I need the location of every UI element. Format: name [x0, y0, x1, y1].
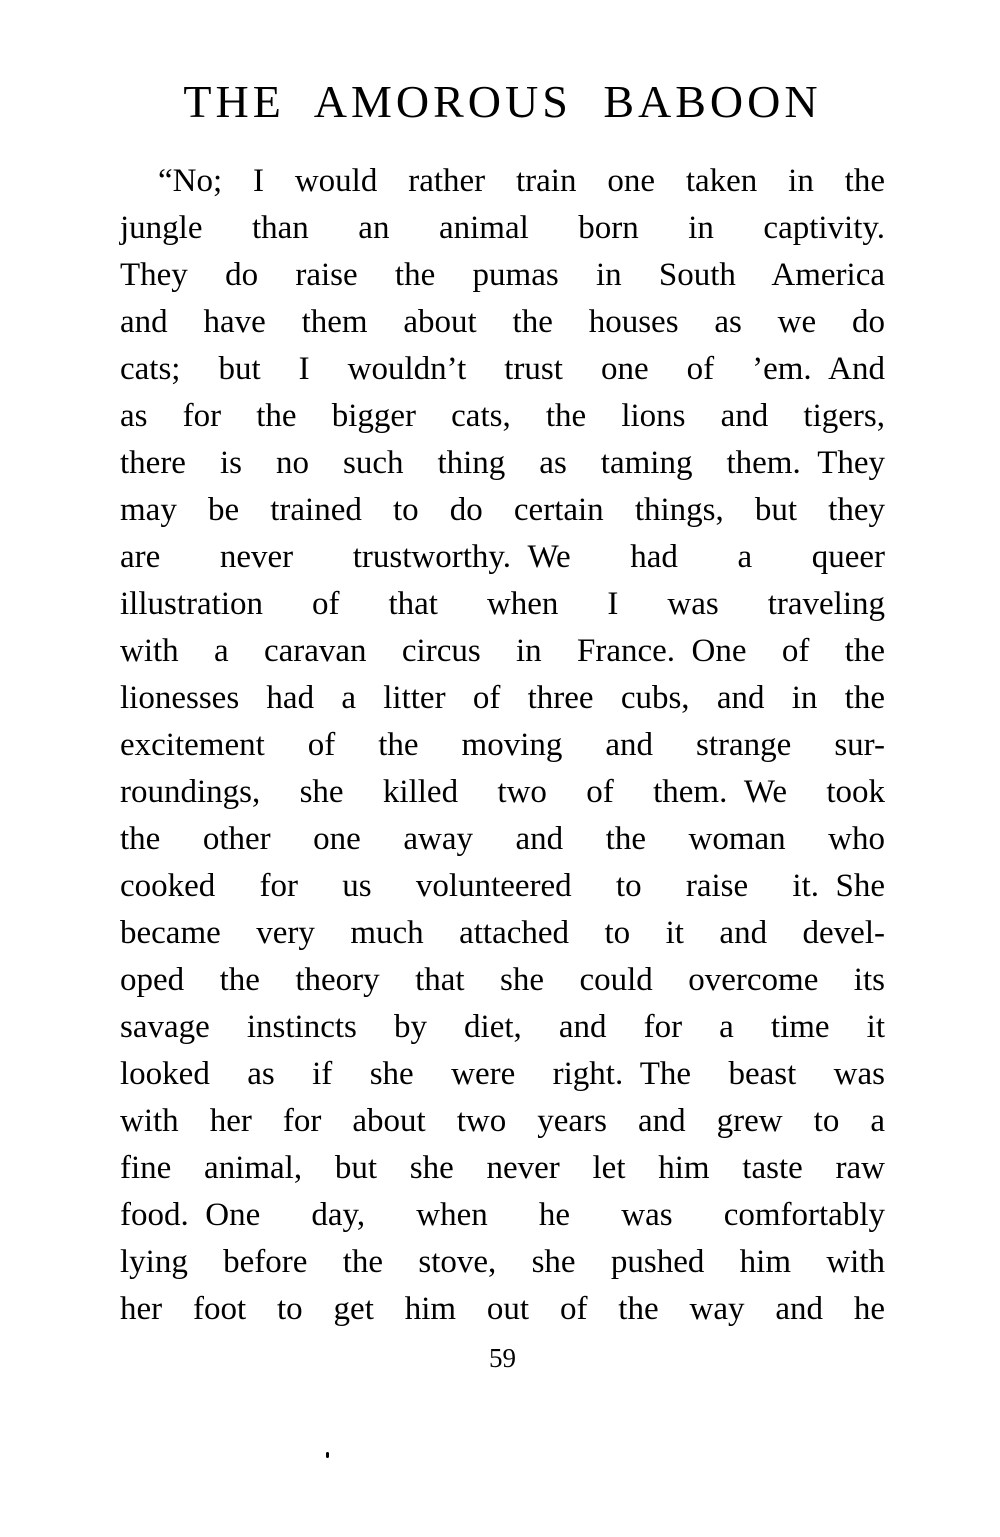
text-line: looked as if she were right. The beast was: [120, 1056, 885, 1092]
text-line: the other one away and the woman who: [120, 821, 885, 857]
text-line: roundings, she killed two of them. We took: [120, 774, 885, 810]
page-title: THE AMOROUS BABOON: [183, 76, 822, 127]
text-line: are never trustworthy. We had a queer: [120, 539, 885, 575]
text-line: and have them about the houses as we do: [120, 304, 885, 340]
text-line: food. One day, when he was comfortably: [120, 1197, 885, 1233]
text-line: became very much attached to it and devel-: [120, 915, 885, 951]
text-line: excitement of the moving and strange sur-: [120, 727, 885, 763]
text-line: “No; I would rather train one taken in the: [158, 163, 885, 199]
text-line: her foot to get him out of the way and he: [120, 1291, 885, 1327]
text-line: may be trained to do certain things, but they: [120, 492, 885, 528]
text-line: with her for about two years and grew to a: [120, 1103, 885, 1139]
text-line: They do raise the pumas in South America: [120, 257, 885, 293]
page-number: 59: [489, 1343, 516, 1373]
text-line: jungle than an animal born in captivity.: [120, 210, 885, 246]
text-line: there is no such thing as taming them. They: [120, 445, 885, 481]
text-line: cats; but I wouldn’t trust one of ’em. And: [120, 351, 885, 387]
text-line: cooked for us volunteered to raise it. She: [120, 868, 885, 904]
ink-speck: [326, 1452, 329, 1458]
text-line: as for the bigger cats, the lions and tigers,: [120, 398, 885, 434]
text-line: illustration of that when I was traveling: [120, 586, 885, 622]
text-line: lionesses had a litter of three cubs, and in the: [120, 680, 885, 716]
text-line: with a caravan circus in France. One of the: [120, 633, 885, 669]
text-line: fine animal, but she never let him taste raw: [120, 1150, 885, 1186]
text-line: lying before the stove, she pushed him with: [120, 1244, 885, 1280]
body-text: [120, 158, 885, 1333]
text-line: oped the theory that she could overcome its: [120, 962, 885, 998]
text-line: savage instincts by diet, and for a time it: [120, 1009, 885, 1045]
